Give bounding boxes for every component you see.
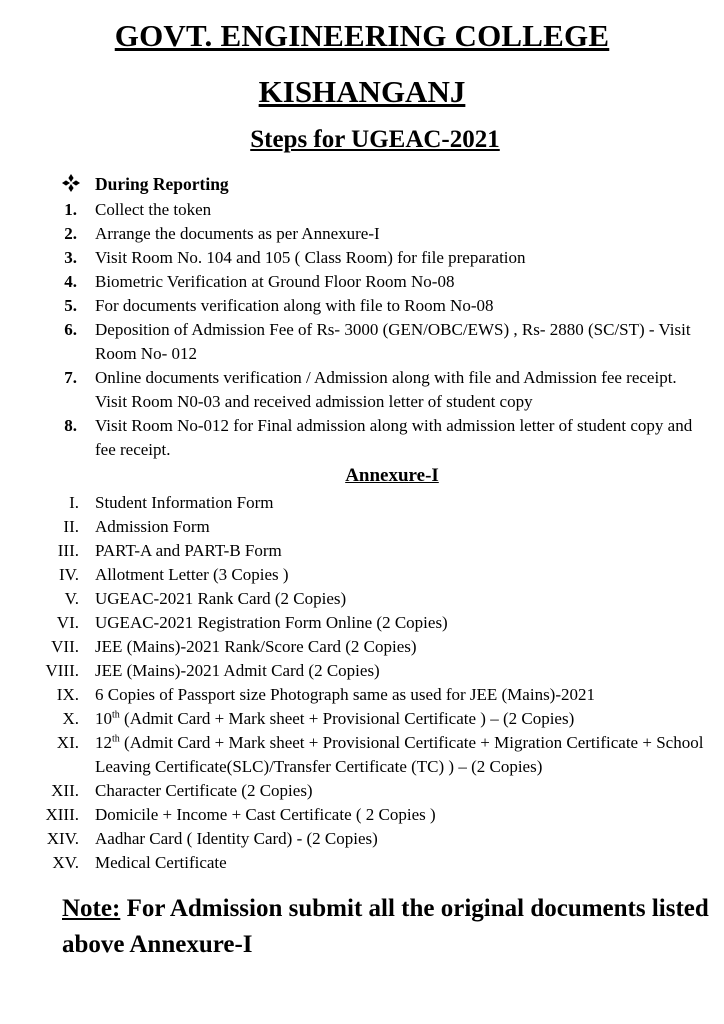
annexure-item	[0, 515, 724, 539]
step-number: 7.	[64, 368, 77, 387]
annexure-sup: th	[112, 733, 120, 745]
annexure-text: Allotment Letter (3 Copies )	[95, 565, 289, 584]
annexure-text: UGEAC-2021 Rank Card (2 Copies)	[95, 589, 347, 608]
annexure-item	[0, 491, 724, 515]
step-number: 8.	[64, 416, 77, 435]
step-item	[0, 198, 724, 222]
step-item	[0, 318, 724, 366]
annexure-heading: Annexure-I	[345, 465, 439, 486]
annexure-text: UGEAC-2021 Registration Form Online (2 Copies)	[95, 613, 448, 632]
annexure-item	[0, 563, 724, 587]
annexure-text: Aadhar Card ( Identity Card) - (2 Copies)	[95, 829, 378, 848]
annexure-text: Medical Certificate	[95, 853, 227, 872]
reporting-heading-label: During Reporting	[95, 174, 229, 194]
step-text: Visit Room No-012 for Final admission along with admission letter of student copy and fee receipt.	[95, 416, 693, 459]
annexure-item	[0, 611, 724, 635]
annexure-list	[0, 491, 724, 875]
reporting-steps-list	[0, 198, 724, 462]
step-text: For documents verification along with file to Room No-08	[95, 296, 494, 315]
annexure-item	[0, 659, 724, 683]
step-item	[0, 246, 724, 270]
annexure-base: 10	[95, 709, 112, 728]
page-subtitle: Steps for UGEAC-2021	[250, 126, 500, 153]
annexure-number: XII.	[51, 781, 79, 800]
note-text: For Admission submit all the original documents listed above Annexure-I	[62, 895, 709, 958]
annexure-sup: th	[112, 709, 120, 721]
annexure-number: I.	[69, 493, 79, 512]
annexure-item	[0, 539, 724, 563]
annexure-item	[0, 803, 724, 827]
annexure-number: IV.	[59, 565, 79, 584]
page-title: GOVT. ENGINEERING COLLEGE	[114, 18, 610, 53]
step-number: 6.	[64, 320, 77, 339]
annexure-number: V.	[64, 589, 79, 608]
annexure-text: JEE (Mains)-2021 Admit Card (2 Copies)	[95, 661, 380, 680]
annexure-text: JEE (Mains)-2021 Rank/Score Card (2 Copies)	[95, 637, 417, 656]
annexure-number: XIII.	[45, 805, 79, 824]
diamond-bullet-icon	[62, 174, 95, 195]
step-number: 2.	[64, 224, 77, 243]
annexure-number: X.	[62, 709, 79, 728]
step-number: 5.	[64, 296, 77, 315]
step-text: Arrange the documents as per Annexure-I	[95, 224, 380, 243]
note-label: Note:	[62, 895, 121, 922]
college-location: KISHANGANJ	[258, 74, 466, 109]
step-text: Online documents verification / Admission along with file and Admission fee receipt. Visit Room N0-03 and received admission letter of student copy	[95, 368, 677, 411]
annexure-item	[0, 827, 724, 851]
annexure-number: VII.	[51, 637, 79, 656]
annexure-item	[0, 683, 724, 707]
reporting-heading	[62, 174, 229, 195]
annexure-text: Admission Form	[95, 517, 210, 536]
annexure-number: XIV.	[46, 829, 79, 848]
annexure-number: XI.	[56, 733, 79, 752]
annexure-number: III.	[57, 541, 79, 560]
annexure-item	[0, 731, 724, 779]
annexure-text: 6 Copies of Passport size Photograph same as used for JEE (Mains)-2021	[95, 685, 596, 704]
annexure-text: Character Certificate (2 Copies)	[95, 781, 313, 800]
step-item	[0, 270, 724, 294]
admission-note	[62, 891, 712, 963]
annexure-text: PART-A and PART-B Form	[95, 541, 282, 560]
step-number: 1.	[64, 200, 77, 219]
step-text: Collect the token	[95, 200, 212, 219]
step-number: 3.	[64, 248, 77, 267]
annexure-item	[0, 635, 724, 659]
annexure-item	[0, 851, 724, 875]
step-item	[0, 294, 724, 318]
step-text: Visit Room No. 104 and 105 ( Class Room) for file preparation	[95, 248, 526, 267]
annexure-item	[0, 587, 724, 611]
annexure-item	[0, 707, 724, 731]
annexure-number: VI.	[56, 613, 79, 632]
step-text: Biometric Verification at Ground Floor Room No-08	[95, 272, 455, 291]
annexure-base: 12	[95, 733, 112, 752]
step-item	[0, 414, 724, 462]
step-item	[0, 366, 724, 414]
annexure-text: (Admit Card + Mark sheet + Provisional Certificate + Migration Certificate + School Leaving Certificate(SLC)/Transfer Certificate (TC) ) – (2 Copies)	[95, 733, 704, 776]
annexure-number: XV.	[52, 853, 79, 872]
annexure-number: VIII.	[45, 661, 79, 680]
step-number: 4.	[64, 272, 77, 291]
step-text: Deposition of Admission Fee of Rs- 3000 (GEN/OBC/EWS) , Rs- 2880 (SC/ST) - Visit Room No- 012	[95, 320, 691, 363]
annexure-text: Domicile + Income + Cast Certificate ( 2 Copies )	[95, 805, 436, 824]
annexure-text: (Admit Card + Mark sheet + Provisional Certificate ) – (2 Copies)	[119, 709, 575, 728]
step-item	[0, 222, 724, 246]
annexure-item	[0, 779, 724, 803]
annexure-number: II.	[63, 517, 79, 536]
annexure-text: Student Information Form	[95, 493, 274, 512]
annexure-number: IX.	[56, 685, 79, 704]
